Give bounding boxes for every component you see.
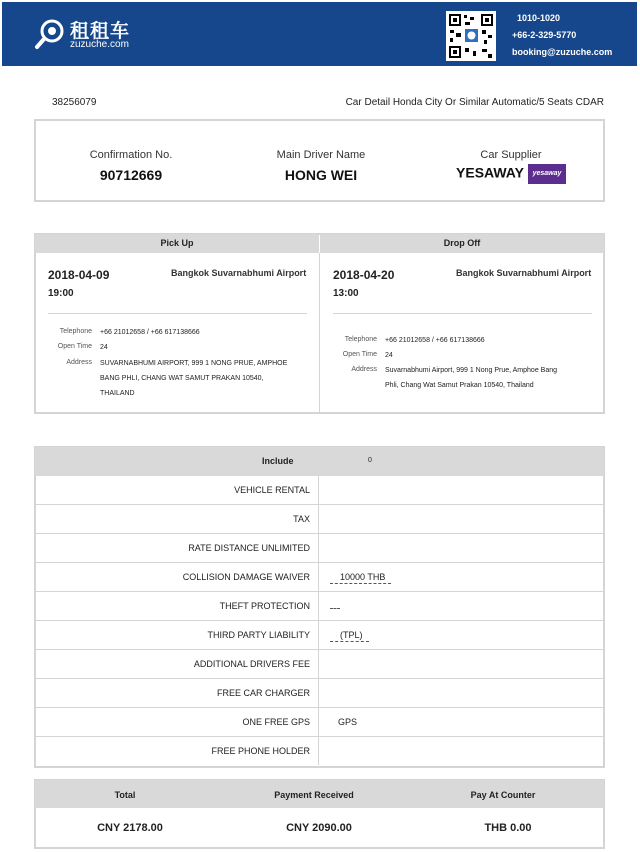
column-divider xyxy=(318,708,319,736)
include-item-value-wrap xyxy=(330,572,391,582)
dropoff-time: 13:00 xyxy=(333,288,359,299)
pickup-tel-label: Telephone xyxy=(59,328,92,335)
payment-received-value: CNY 2090.00 xyxy=(286,822,352,834)
divider xyxy=(333,313,592,314)
include-title: Include xyxy=(262,456,294,466)
confirmation-value: 90712669 xyxy=(99,167,163,183)
dropoff-open-label: Open Time xyxy=(342,351,377,358)
column-divider xyxy=(318,650,319,678)
confirmation-number xyxy=(76,149,186,183)
supplier-label: Car Supplier xyxy=(480,149,542,161)
column-divider xyxy=(318,592,319,620)
brand-url: zuzuche.com xyxy=(70,39,129,50)
include-item-label: THEFT PROTECTION xyxy=(219,601,310,611)
column-divider xyxy=(318,621,319,649)
include-item-label: TAX xyxy=(293,514,310,524)
qr-code-icon xyxy=(446,11,496,61)
dropoff-address xyxy=(385,363,557,393)
pickup-date: 2018-04-09 xyxy=(48,268,110,282)
booking-summary xyxy=(34,119,605,202)
address-line: Phli, Chang Wat Samut Prakan 10540, Thailand xyxy=(385,382,534,389)
pickup-open: 24 xyxy=(100,344,108,351)
header-banner xyxy=(2,2,637,66)
include-item-label: FREE PHONE HOLDER xyxy=(211,746,310,756)
include-item-value: (TPL) xyxy=(330,630,369,642)
include-item-label: ONE FREE GPS xyxy=(242,717,310,727)
pay-at-counter-value: THB 0.00 xyxy=(484,822,532,834)
include-item-value: 10000 THB xyxy=(330,572,391,584)
column-divider xyxy=(318,505,319,533)
address-line: Suvarnabhumi Airport, 999 1 Nong Prue, Amphoe Bang xyxy=(385,367,557,374)
car-supplier xyxy=(446,149,576,184)
column-divider xyxy=(318,737,319,765)
pickup-time: 19:00 xyxy=(48,288,74,299)
main-driver xyxy=(261,149,381,183)
address-line: BANG PHLI, CHANG WAT SAMUT PRAKAN 10540, xyxy=(100,375,264,382)
column-divider xyxy=(319,253,320,413)
dropoff-tel: +66 21012658 / +66 617138666 xyxy=(385,337,485,344)
dropoff-header: Drop Off xyxy=(320,234,604,253)
include-row xyxy=(35,679,604,708)
total-value: CNY 2178.00 xyxy=(97,822,163,834)
total-label: Total xyxy=(114,790,136,800)
dropoff-location: Bangkok Suvarnabhumi Airport xyxy=(456,268,592,278)
include-row xyxy=(35,534,604,563)
column-divider xyxy=(318,679,319,707)
email-address[interactable]: booking@zuzuche.com xyxy=(512,47,613,57)
dropoff-addr-label: Address xyxy=(351,366,377,373)
column-divider xyxy=(318,563,319,591)
address-line: SUVARNABHUMI AIRPORT, 999 1 NONG PRUE, AMPHOE xyxy=(100,360,288,367)
supplier-value: YESAWAY xyxy=(456,164,524,181)
dropoff-open: 24 xyxy=(385,352,393,359)
include-item-value: GPS xyxy=(338,717,358,727)
pickup-addr-label: Address xyxy=(66,359,92,366)
include-item-label: FREE CAR CHARGER xyxy=(216,688,310,698)
pay-at-counter-label: Pay At Counter xyxy=(470,790,536,800)
include-row xyxy=(35,563,604,592)
divider xyxy=(48,313,307,314)
driver-label: Main Driver Name xyxy=(276,149,366,161)
address-line: THAILAND xyxy=(100,390,135,397)
pickup-header: Pick Up xyxy=(35,234,319,253)
include-row xyxy=(35,621,604,650)
pickup-open-label: Open Time xyxy=(57,343,92,350)
include-item-label: THIRD PARTY LIABILITY xyxy=(207,630,310,640)
column-divider xyxy=(318,534,319,562)
payment-received-label: Payment Received xyxy=(274,790,354,800)
pickup-location: Bangkok Suvarnabhumi Airport xyxy=(171,268,307,278)
dropoff-tel-label: Telephone xyxy=(344,336,377,343)
phone-number: 1010-1020 xyxy=(517,13,561,23)
dashed-underline xyxy=(330,608,340,609)
brand-name: 租租车 xyxy=(70,21,131,42)
car-detail: Car Detail Honda City Or Similar Automatic/5 Seats CDAR xyxy=(345,97,604,108)
include-item-label: VEHICLE RENTAL xyxy=(234,485,310,495)
yesaway-logo: yesaway xyxy=(528,164,566,184)
include-item-label: RATE DISTANCE UNLIMITED xyxy=(188,543,310,553)
phone-number-intl: +66-2-329-5770 xyxy=(512,30,577,40)
pickup-address xyxy=(100,356,287,401)
include-item-label: ADDITIONAL DRIVERS FEE xyxy=(193,659,310,669)
confirmation-label: Confirmation No. xyxy=(89,149,173,161)
include-row xyxy=(35,592,604,621)
include-row xyxy=(35,737,604,766)
driver-value: HONG WEI xyxy=(284,167,358,183)
pickup-tel: +66 21012658 / +66 617138666 xyxy=(100,329,200,336)
column-divider xyxy=(318,476,319,504)
include-row xyxy=(35,505,604,534)
supplier-value-row xyxy=(446,164,576,184)
include-item-value-wrap xyxy=(330,630,369,640)
include-row xyxy=(35,476,604,505)
order-id: 38256079 xyxy=(52,97,97,108)
include-header xyxy=(35,447,604,476)
include-row xyxy=(35,708,604,737)
magnifier-car-icon xyxy=(34,18,66,50)
include-item-label: COLLISION DAMAGE WAIVER xyxy=(182,572,310,582)
include-row xyxy=(35,650,604,679)
include-count: 0 xyxy=(368,457,372,464)
dropoff-date: 2018-04-20 xyxy=(333,268,395,282)
